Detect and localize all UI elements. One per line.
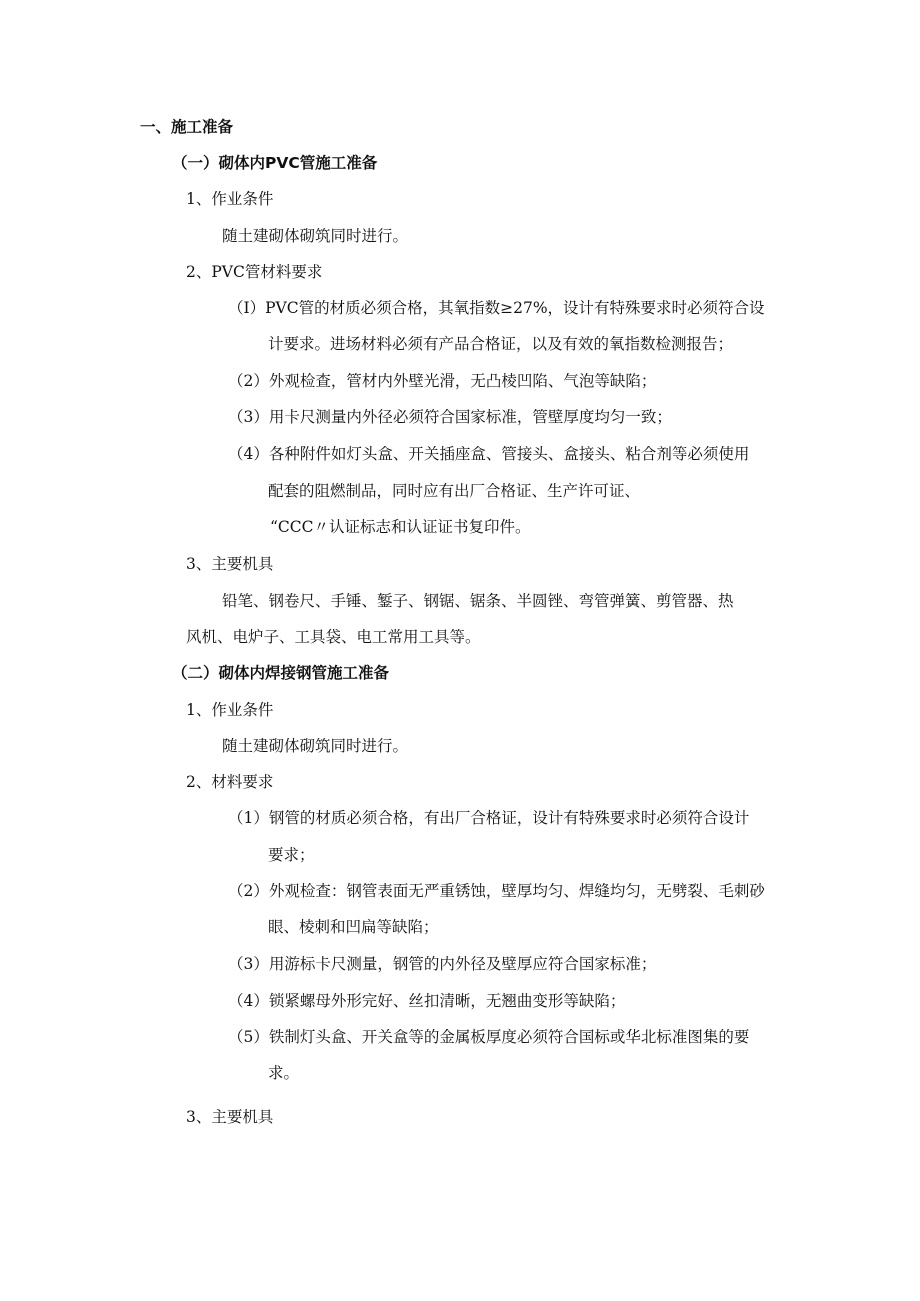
subsection-heading-pvc: （一）砌体内PVC管施工准备 [172,154,378,172]
item-title-material-2: 2、材料要求 [186,773,274,791]
section-title: 一、施工准备 [140,118,234,136]
material-requirement-1-cont: 计要求。进场材料必须有产品合格证，以及有效的氧指数检测报告； [268,335,734,353]
item-title-work-conditions: 1、作业条件 [186,190,274,208]
material-requirement-2: （2）外观检查，管材内外壁光滑，无凸棱凹陷、气泡等缺陷； [228,372,657,390]
item-title-tools: 3、主要机具 [186,555,274,573]
material-requirement-4-cont2: “CCC〃认证标志和认证证书复印件。 [270,518,531,536]
material-requirement-3: （3）用卡尺测量内外径必须符合国家标准，管壁厚度均匀一致； [228,408,672,426]
material-requirement-4-cont: 配套的阻燃制品，同时应有出厂合格证、生产许可证、 [268,482,641,500]
item-title-material: 2、PVC管材料要求 [186,263,323,281]
material-requirement-4: （4）各种附件如灯头盒、开关插座盒、管接头、盒接头、粘合剂等必须使用 [228,445,750,463]
item-text-work-conditions: 随土建砌体砌筑同时进行。 [222,227,409,245]
tools-list-line1: 铅笔、钢卷尺、手锤、錾子、钢锯、锯条、半圆锉、弯管弹簧、剪管器、热 [222,592,734,610]
material-requirement-1: （I）PVC管的材质必须合格，其氧指数≥27%，设计有特殊要求时必须符合设 [228,299,765,317]
subsection-heading-steel: （二）砌体内焊接钢管施工准备 [172,664,390,682]
tools-list-line2: 风机、电炉子、工具袋、电工常用工具等。 [186,628,481,646]
steel-requirement-3: （3）用游标卡尺测量，钢管的内外径及壁厚应符合国家标准； [228,955,657,973]
steel-requirement-1: （1）钢管的材质必须合格，有出厂合格证，设计有特殊要求时必须符合设计 [228,809,750,827]
item-title-work-conditions-2: 1、作业条件 [186,701,274,719]
steel-requirement-2-cont: 眼、棱刺和凹扁等缺陷； [268,918,439,936]
item-text-work-conditions-2: 随土建砌体砌筑同时进行。 [222,737,409,755]
item-title-tools-2: 3、主要机具 [186,1108,274,1126]
steel-requirement-5: （5）铁制灯头盒、开关盒等的金属板厚度必须符合国标或华北标准图集的要 [228,1028,750,1046]
steel-requirement-4: （4）锁紧螺母外形完好、丝扣清晰，无翘曲变形等缺陷； [228,992,626,1010]
steel-requirement-2: （2）外观检查：钢管表面无严重锈蚀，壁厚均匀、焊缝均匀，无劈裂、毛刺砂 [228,882,765,900]
steel-requirement-1-cont: 要求； [268,846,315,864]
steel-requirement-5-cont: 求。 [268,1064,300,1082]
